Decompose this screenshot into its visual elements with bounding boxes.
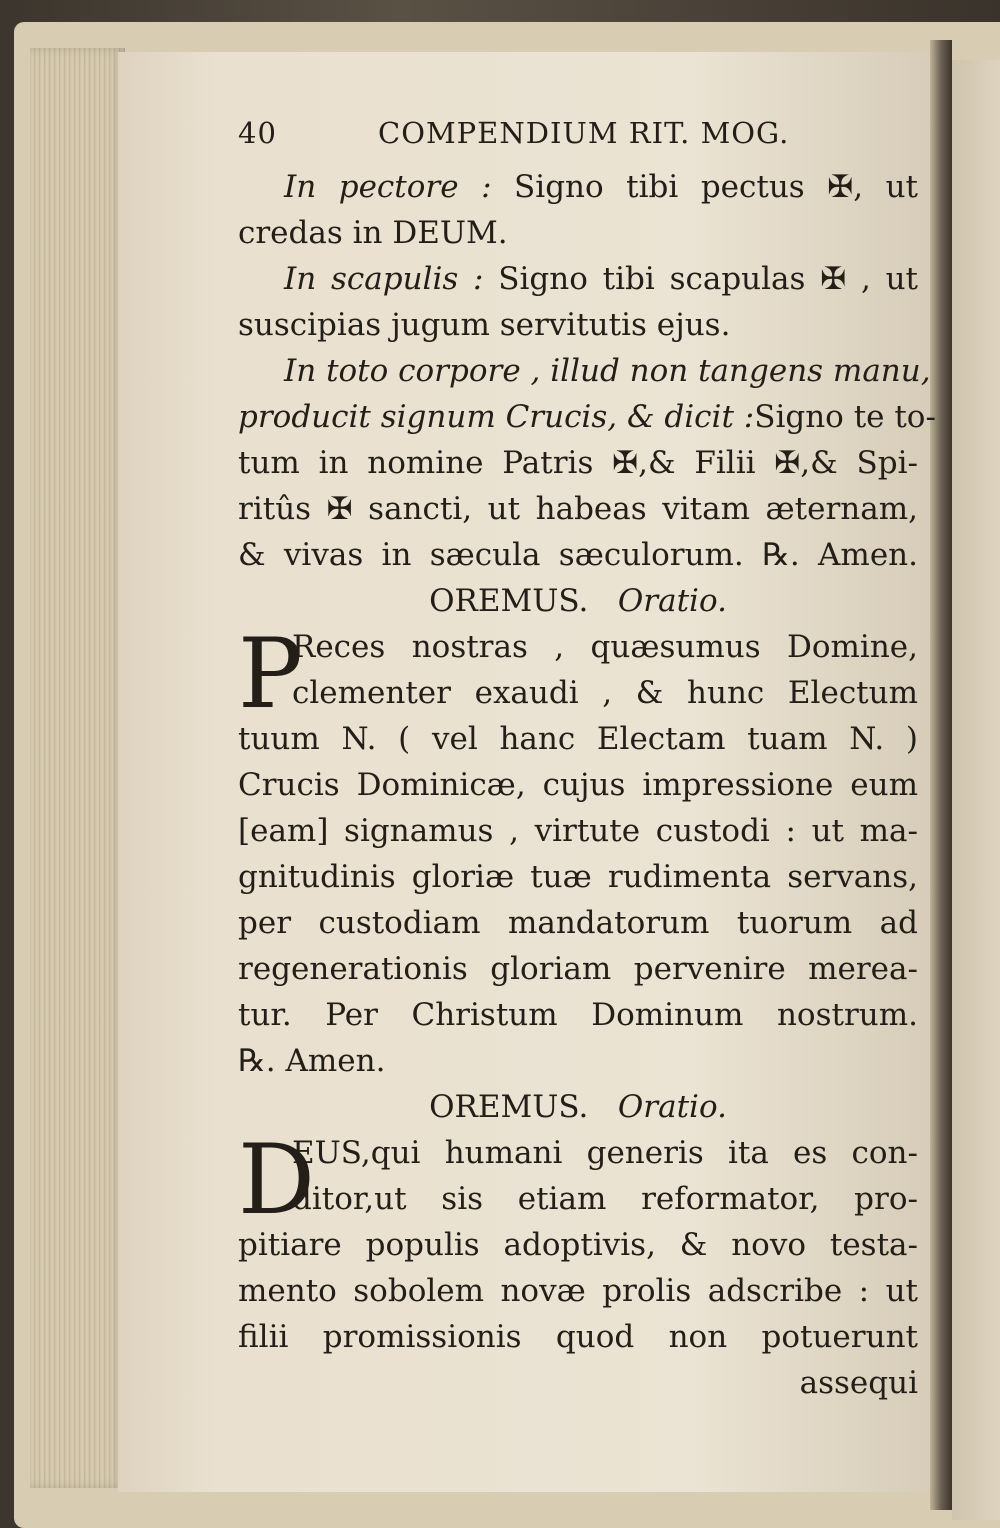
text-line: per custodiam mandatorum tuorum ad xyxy=(238,905,918,941)
drop-cap: D xyxy=(238,1124,315,1236)
rubric-line: In toto corpore , illud non tangens manu, xyxy=(284,353,931,389)
oremus-label: OREMUS. xyxy=(429,583,589,619)
text-line: suscipias jugum servitutis ejus. xyxy=(238,307,731,343)
oremus-label: OREMUS. xyxy=(429,1089,589,1125)
text-line: regenerationis gloriam pervenire merea- xyxy=(238,951,918,987)
page-text xyxy=(238,110,936,1406)
text-line: ditor,ut sis etiam reformator, pro- xyxy=(292,1181,918,1217)
catchword: assequi xyxy=(799,1365,918,1401)
text-line: credas in DEUM. xyxy=(238,215,508,251)
text-line: Crucis Dominicæ, cujus impressione eum xyxy=(238,767,918,803)
oremus-heading xyxy=(238,1084,918,1130)
rubric: producit signum Crucis, & dicit : xyxy=(238,399,755,435)
text-line: [eam] signamus , virtute custodi : ut ma- xyxy=(238,813,918,849)
text-line: Reces nostras , quæsumus Domine, xyxy=(292,629,918,665)
prayer-paragraph xyxy=(238,618,918,1084)
text-line: pitiare populis adoptivis, & novo testa- xyxy=(238,1227,918,1263)
text-line: ℞. Amen. xyxy=(238,1043,386,1079)
text-line: mento sobolem novæ prolis adscribe : ut xyxy=(238,1273,918,1309)
running-title: COMPENDIUM RIT. MOG. xyxy=(378,116,790,150)
next-page-edge xyxy=(952,60,1000,1520)
text-span: Signo tibi pectus ✠, ut xyxy=(491,169,918,205)
page-number: 40 xyxy=(238,116,277,150)
text-span: Signo te to- xyxy=(754,399,936,435)
drop-cap: P xyxy=(238,618,303,730)
text-line: filii promissionis quod non potuerunt xyxy=(238,1319,918,1355)
page-edges xyxy=(30,48,125,1488)
text-span: Signo tibi scapulas ✠ , ut xyxy=(483,261,918,297)
text-line: tur. Per Christum Dominum nostrum. xyxy=(238,997,918,1033)
text-line: tum in nomine Patris ✠,& Filii ✠,& Spi- xyxy=(238,445,918,481)
rubric: In scapulis : xyxy=(284,261,484,297)
text-line: clementer exaudi , & hunc Electum xyxy=(292,675,918,711)
gutter xyxy=(930,40,952,1510)
text-line: gnitudinis gloriæ tuæ rudimenta servans, xyxy=(238,859,918,895)
text-line xyxy=(238,394,936,440)
text-line: EUS,qui humani generis ita es con- xyxy=(292,1135,918,1171)
text-line: tuum N. ( vel hanc Electam tuam N. ) xyxy=(238,721,918,757)
oremus-heading xyxy=(238,578,918,624)
prayer-paragraph xyxy=(238,1124,918,1360)
text-line: ritûs ✠ sancti, ut habeas vitam æternam, xyxy=(238,491,918,527)
oratio-label: Oratio. xyxy=(617,1089,727,1125)
oratio-label: Oratio. xyxy=(617,583,727,619)
running-header xyxy=(238,110,918,156)
text-line: & vivas in sæcula sæculorum. ℞. Amen. xyxy=(238,537,918,573)
text-line xyxy=(238,164,918,210)
rubric: In pectore : xyxy=(284,169,492,205)
text-line xyxy=(238,256,918,302)
